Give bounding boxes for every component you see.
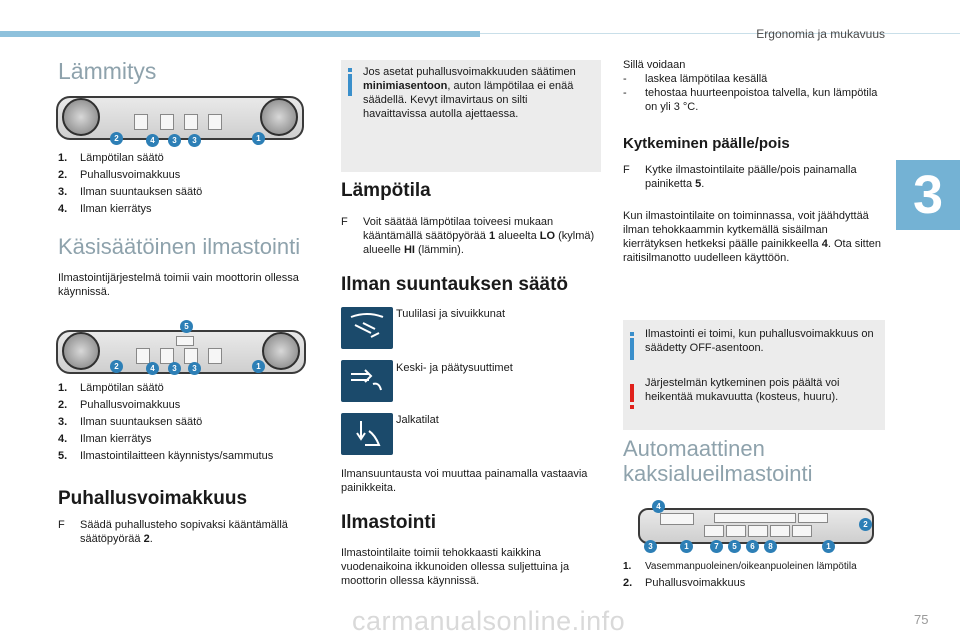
temperature-knob	[262, 332, 300, 370]
chapter-tab: 3	[896, 160, 960, 230]
blower-instruction: F Säädä puhallusteho sopivaksi kääntämällä säätöpyörää 2.	[58, 519, 288, 545]
list-item: - laskea lämpötilaa kesällä	[623, 73, 768, 85]
callout-badge: 2	[859, 518, 872, 531]
air-distribution-title: Ilman suuntauksen säätö	[341, 274, 569, 295]
windshield-defrost-icon	[341, 307, 393, 349]
option-label: Jalkatilat	[396, 414, 439, 426]
callout-badge: 1	[252, 132, 265, 145]
callout-badge: 3	[188, 134, 201, 147]
temperature-knob	[260, 98, 298, 136]
header-rule	[480, 33, 960, 34]
face-vents-icon	[341, 360, 393, 402]
list-item: - tehostaa huurteenpoistoa talvella, kun lämpötila on yli 3 °C.	[623, 87, 878, 113]
callout-badge: 5	[180, 320, 193, 333]
callout-badge: 4	[652, 500, 665, 513]
callout-badge: 3	[188, 362, 201, 375]
list-item: 4. Ilman kierrätys	[58, 203, 152, 215]
callout-badge: 1	[252, 360, 265, 373]
callout-badge: 7	[710, 540, 723, 553]
notes-box	[623, 320, 885, 430]
auto-ac-legend	[623, 558, 891, 592]
list-item: 2. Puhallusvoimakkuus	[623, 577, 746, 589]
watermark: carmanualsonline.info	[352, 606, 626, 636]
heating-title: Lämmitys	[58, 58, 157, 84]
on-off-instruction: F Kytke ilmastointilaite päälle/pois painamalla painiketta 5.	[623, 164, 857, 190]
callout-badge: 2	[110, 360, 123, 373]
note-warning-text: Järjestelmän kytkeminen pois päältä voi heikentää mukavuutta (kosteus, huuru).	[645, 377, 840, 403]
footwell-icon	[341, 413, 393, 455]
heating-panel-diagram	[56, 92, 304, 148]
info-icon	[630, 338, 634, 360]
info-icon	[348, 74, 352, 96]
manual-ac-intro: Ilmastointijärjestelmä toimii vain moottorin ollessa käynnissä.	[58, 272, 299, 298]
ac-button	[176, 336, 194, 346]
callout-badge: 4	[146, 362, 159, 375]
list-item: 1. Vasemmanpuoleinen/oikeanpuoleinen lämpötila	[623, 561, 857, 572]
manual-ac-title: Käsisäätöinen ilmastointi	[58, 234, 301, 259]
auto-ac-title: Automaattinen kaksialueilmastointi	[623, 436, 813, 486]
callout-badge: 4	[146, 134, 159, 147]
list-item: 3. Ilman suuntauksen säätö	[58, 416, 203, 428]
option-label: Keski- ja päätysuuttimet	[396, 362, 513, 374]
list-item: 2. Puhallusvoimakkuus	[58, 399, 181, 411]
callout-badge: 1	[822, 540, 835, 553]
intro-line: Sillä voidaan	[623, 59, 686, 71]
manual-ac-legend	[58, 380, 328, 465]
air-distribution-options	[341, 305, 601, 465]
header-accent-bar	[0, 31, 480, 37]
warning-icon	[630, 384, 634, 402]
callout-badge: 1	[680, 540, 693, 553]
list-item: 4. Ilman kierrätys	[58, 433, 152, 445]
list-item: 2. Puhallusvoimakkuus	[58, 169, 181, 181]
on-off-title: Kytkeminen päälle/pois	[623, 135, 790, 152]
temperature-instruction: F Voit säätää lämpötilaa toiveesi mukaan kääntämällä säätöpyörää 1 alueelta LO (kylmä) alueelle HI (lämmin).	[341, 216, 595, 256]
list-item: 1. Lämpötilan säätö	[58, 382, 164, 394]
page-number: 75	[914, 612, 929, 627]
auto-ac-panel-diagram	[638, 500, 878, 556]
info-note-box	[341, 60, 601, 172]
callout-badge: 6	[746, 540, 759, 553]
temperature-title: Lämpötila	[341, 180, 431, 201]
manual-ac-panel-diagram	[56, 320, 306, 380]
blower-knob	[62, 332, 100, 370]
heating-legend	[58, 150, 318, 218]
list-item: 5. Ilmastointilaitteen käynnistys/sammutus	[58, 450, 274, 462]
blower-title: Puhallusvoimakkuus	[58, 488, 248, 509]
list-item: 1. Lämpötilan säätö	[58, 152, 164, 164]
option-label: Tuulilasi ja sivuikkunat	[396, 308, 506, 320]
callout-badge: 5	[728, 540, 741, 553]
callout-badge: 2	[110, 132, 123, 145]
note-info-text: Ilmastointi ei toimi, kun puhallusvoimakkuus on säädetty OFF-asentoon.	[645, 328, 874, 354]
intro-list	[623, 72, 883, 114]
info-note-text: Jos asetat puhallusvoimakkuuden säätimen minimiasentoon, auton lämpötilaa ei enää säädellä. Kevyt ilmavirtaus on silti havaittavissa autolla ajettaessa.	[363, 66, 576, 120]
ac-text: Ilmastointilaite toimii tehokkaasti kaikkina vuodenaikoina ikkunoiden ollessa suljettuina ja moottorin ollessa käynnissä.	[341, 547, 570, 587]
section-title: Ergonomia ja mukavuus	[756, 27, 885, 41]
air-distribution-footer: Ilmansuuntausta voi muuttaa painamalla vastaavia painikkeita.	[341, 468, 588, 494]
callout-badge: 3	[168, 134, 181, 147]
ac-title: Ilmastointi	[341, 512, 437, 533]
callout-badge: 3	[644, 540, 657, 553]
callout-badge: 8	[764, 540, 777, 553]
on-off-paragraph: Kun ilmastointilaite on toiminnassa, voit jäähdyttää ilman tehokkaammin kytkemällä sisäilman kierrätyksen hetkeksi päälle painikkeella 4. Ota sitten raitisilmanotto uudelleen käyttöön.	[623, 210, 882, 264]
list-item: 3. Ilman suuntauksen säätö	[58, 186, 203, 198]
callout-badge: 3	[168, 362, 181, 375]
blower-knob	[62, 98, 100, 136]
